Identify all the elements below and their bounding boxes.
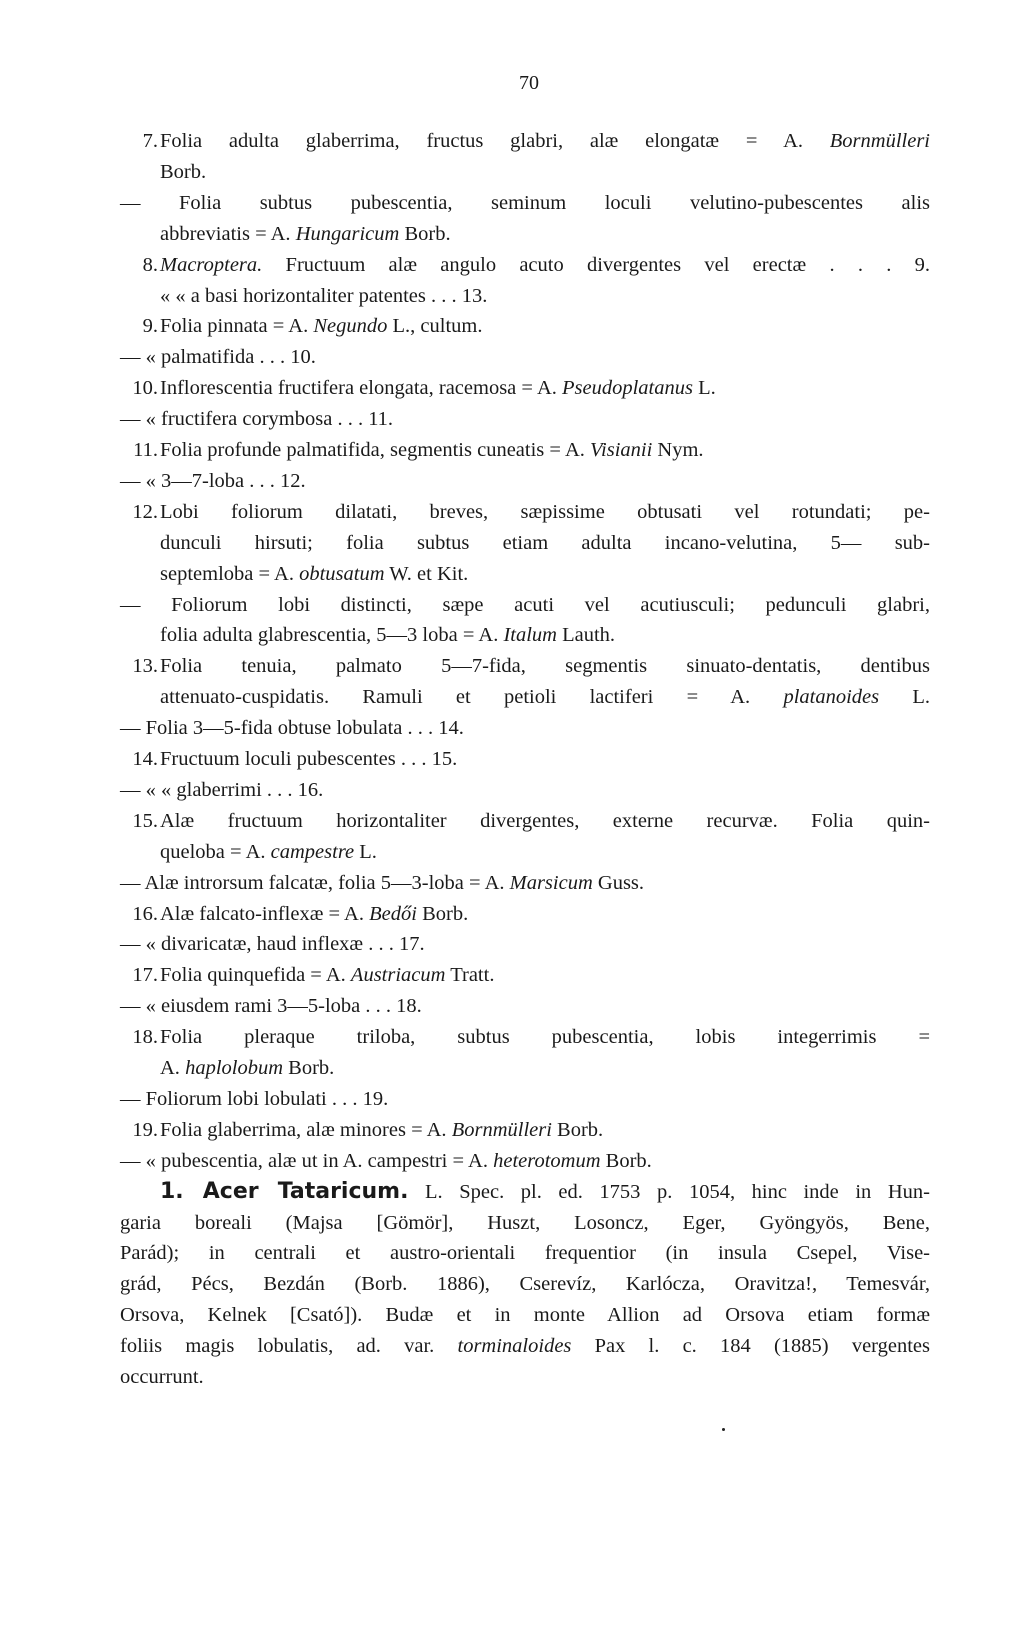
text-run: garia boreali (Majsa [Gömör], Huszt, Losoncz, Eger, Gyöngyös, Bene, — [120, 1211, 930, 1234]
entry-text — [160, 311, 482, 341]
text-run: L. — [354, 840, 377, 863]
entry-text — [120, 775, 323, 805]
text-run: Folia profunde palmatifida, segmentis cuneatis = A. — [160, 439, 591, 461]
text-run: — « fructifera corymbosa . . . 11. — [120, 408, 394, 431]
stray-dot-mark — [722, 1428, 725, 1431]
text-line — [0, 1331, 1024, 1361]
entry-text — [160, 899, 468, 929]
entry-text — [160, 620, 615, 650]
text-run: dunculi hirsuti; folia subtus etiam adulta incano-velutina, 5— sub- — [160, 531, 930, 554]
text-line — [0, 991, 1024, 1021]
text-run: Borb. — [399, 222, 451, 245]
entry-text — [160, 744, 457, 774]
entry-text — [160, 219, 451, 249]
text-run: Lobi foliorum dilatati, breves, sæpissime obtusati vel rotundati; pe- — [160, 500, 930, 523]
entry-text — [120, 1300, 930, 1330]
text-line — [0, 868, 1024, 898]
entry-number: 15. — [132, 809, 158, 832]
text-run: Fructuum loculi pubescentes . . . 15. — [160, 748, 458, 770]
entry-text — [160, 1022, 930, 1052]
entry-text — [160, 435, 704, 465]
entry-text — [160, 559, 468, 589]
entry-text — [160, 1115, 603, 1145]
entry-text — [120, 1084, 388, 1114]
text-line — [0, 157, 1024, 187]
text-line — [0, 1022, 1024, 1052]
text-line — [0, 342, 1024, 372]
entry-text — [160, 497, 930, 527]
text-line — [0, 1115, 1024, 1145]
text-run: torminaloides — [457, 1335, 572, 1358]
text-run: Borb. — [160, 160, 207, 183]
page-number: 70 — [519, 72, 539, 94]
text-run: grád, Pécs, Bezdán (Borb. 1886), Cserevíz, Karlócza, Oravitza!, Temesvár, — [120, 1273, 930, 1296]
text-line — [0, 1053, 1024, 1083]
entry-text — [160, 960, 494, 990]
text-run: Marsicum — [509, 871, 593, 894]
entry-number: 8. — [142, 253, 158, 276]
entry-number: 11. — [133, 439, 158, 461]
text-line — [0, 1300, 1024, 1330]
entry-text — [160, 528, 930, 558]
text-line — [0, 1362, 1024, 1392]
text-run: septemloba = A. — [160, 562, 300, 585]
text-run: Folia glaberrima, alæ minores = A. — [160, 1118, 452, 1141]
entry-text — [160, 157, 206, 187]
entry-number: 12. — [132, 500, 158, 523]
entry-text — [160, 126, 930, 156]
entry-number: 7. — [142, 130, 158, 152]
text-run: W. et Kit. — [384, 562, 469, 585]
text-run: Guss. — [592, 871, 645, 894]
text-run: Folia pleraque triloba, subtus pubescentia, lobis integerrimis = — [160, 1026, 930, 1049]
entry-number: 17. — [132, 964, 158, 987]
entry-text — [120, 991, 422, 1021]
text-run: campestre — [270, 840, 355, 863]
text-run: obtusatum — [299, 562, 385, 585]
text-run: attenuato-cuspidatis. Ramuli et petioli lactiferi = A. — [160, 686, 784, 709]
entry-number: 19. — [132, 1118, 158, 1141]
text-run: Macroptera. — [160, 253, 263, 276]
text-line — [0, 311, 1024, 341]
entry-text — [160, 837, 377, 867]
text-run: Folia adulta glaberrima, fructus glabri, alæ elongatæ = A. — [160, 130, 830, 152]
text-run: Fructuum alæ angulo acuto divergentes vel erectæ . . . 9. — [262, 253, 930, 276]
text-run: — « « glaberrimi . . . 16. — [120, 778, 324, 801]
text-line — [0, 559, 1024, 589]
text-run: Borb. — [600, 1149, 652, 1172]
text-run: — « palmatifida . . . 10. — [120, 346, 316, 369]
entry-number: 13. — [132, 655, 158, 678]
text-line — [0, 1084, 1024, 1114]
entry-text — [120, 188, 930, 218]
text-run: Italum — [503, 624, 557, 647]
text-line — [0, 651, 1024, 681]
entry-text — [160, 281, 487, 311]
text-run: L., cultum. — [387, 315, 483, 338]
text-run: Folia quinquefida = A. — [160, 964, 351, 987]
text-run: Folia tenuia, palmato 5—7-fida, segmentis sinuato-dentatis, dentibus — [160, 655, 930, 678]
entry-text — [120, 868, 644, 898]
text-line — [0, 466, 1024, 496]
entry-text — [120, 342, 316, 372]
entry-text — [120, 404, 393, 434]
entry-text — [120, 1208, 930, 1238]
entry-text — [120, 1269, 930, 1299]
text-line — [0, 404, 1024, 434]
entry-text — [120, 466, 306, 496]
text-run: foliis magis lobulatis, ad. var. — [120, 1335, 458, 1358]
text-run: Lauth. — [556, 624, 616, 647]
text-run: Pseudoplatanus — [562, 377, 693, 400]
text-line — [0, 837, 1024, 867]
text-run: haplolobum — [185, 1057, 284, 1079]
text-line — [0, 250, 1024, 280]
text-line — [0, 373, 1024, 403]
text-run: Tratt. — [445, 964, 495, 987]
entry-text — [160, 1053, 334, 1083]
entry-number: 9. — [142, 315, 158, 338]
text-line — [0, 775, 1024, 805]
text-line — [0, 620, 1024, 650]
text-line — [0, 497, 1024, 527]
text-run: L. — [879, 686, 931, 709]
text-run: — Alæ introrsum falcatæ, folia 5—3-loba = A. — [120, 871, 510, 894]
text-run: — Foliorum lobi lobulati . . . 19. — [120, 1087, 389, 1110]
text-run: Hungaricum — [295, 222, 400, 245]
text-run: Borb. — [416, 902, 469, 925]
text-run: Bedői — [369, 902, 417, 925]
text-run: — Foliorum lobi distincti, sæpe acuti vel acutiusculi; pedunculi glabri, — [120, 593, 930, 616]
entry-text — [120, 713, 464, 743]
text-line — [0, 713, 1024, 743]
text-line — [0, 1238, 1024, 1268]
text-line — [0, 929, 1024, 959]
text-line — [0, 126, 1024, 156]
entry-text — [160, 806, 930, 836]
entry-number: 18. — [132, 1026, 158, 1049]
text-run: L. Spec. pl. ed. 1753 p. 1054, hinc inde in Hun- — [408, 1180, 930, 1203]
text-run: L. — [692, 377, 716, 400]
text-line — [0, 1177, 1024, 1207]
text-run: « « a basi horizontaliter patentes . . . 13. — [160, 284, 488, 307]
text-run: queloba = A. — [160, 840, 271, 863]
text-run: — « divaricatæ, haud inflexæ . . . 17. — [120, 933, 425, 956]
text-line — [0, 806, 1024, 836]
text-line — [0, 682, 1024, 712]
entry-number: 16. — [132, 902, 158, 925]
text-run: folia adulta glabrescentia, 5—3 loba = A. — [160, 624, 504, 647]
entry-text — [120, 1362, 204, 1392]
text-run: platanoides — [783, 686, 880, 709]
text-line — [0, 219, 1024, 249]
text-line — [0, 590, 1024, 620]
text-run: Visianii — [590, 439, 653, 461]
text-run: Orsova, Kelnek [Csató]). Budæ et in monte Allion ad Orsova etiam formæ — [120, 1304, 930, 1327]
text-run: Austriacum — [350, 964, 446, 987]
text-run: Bornmülleri — [829, 130, 930, 152]
text-run: Negundo — [313, 315, 388, 338]
text-run: Inflorescentia fructifera elongata, racemosa = A. — [160, 377, 563, 400]
text-run: — Folia 3—5-fida obtuse lobulata . . . 14. — [120, 717, 464, 740]
text-line — [0, 435, 1024, 465]
text-line — [0, 188, 1024, 218]
entry-text — [160, 651, 930, 681]
text-run: — « eiusdem rami 3—5-loba . . . 18. — [120, 995, 422, 1018]
text-line — [0, 1269, 1024, 1299]
text-run: 1. Acer Tataricum. — [160, 1178, 409, 1204]
text-run: Borb. — [551, 1118, 604, 1141]
entry-text — [120, 1331, 930, 1361]
text-run: Bornmülleri — [451, 1118, 552, 1141]
text-run: — « pubescentia, alæ ut in A. campestri = A. — [120, 1149, 494, 1172]
text-run: Folia pinnata = A. — [160, 315, 314, 338]
text-line — [0, 960, 1024, 990]
entry-number: 10. — [132, 377, 158, 400]
text-line — [0, 1208, 1024, 1238]
entry-text — [160, 250, 930, 280]
entry-text — [160, 373, 716, 403]
entry-text — [120, 1146, 652, 1176]
text-line — [0, 281, 1024, 311]
text-run: occurrunt. — [120, 1366, 204, 1388]
text-line — [0, 744, 1024, 774]
text-line — [0, 1146, 1024, 1176]
text-run: A. — [160, 1057, 186, 1079]
text-run: Parád); in centrali et austro-orientali frequentior (in insula Csepel, Vise- — [120, 1242, 930, 1265]
text-line — [0, 899, 1024, 929]
text-run: Alæ fructuum horizontaliter divergentes, externe recurvæ. Folia quin- — [160, 809, 930, 832]
entry-text — [120, 1238, 930, 1268]
text-run: Alæ falcato-inflexæ = A. — [160, 902, 370, 925]
text-run: Pax l. c. 184 (1885) vergentes — [571, 1335, 930, 1358]
text-line — [0, 528, 1024, 558]
text-run: Nym. — [652, 439, 704, 461]
entry-text — [160, 1177, 930, 1207]
text-run: heterotomum — [493, 1149, 601, 1172]
entry-text — [160, 682, 930, 712]
entry-text — [120, 590, 930, 620]
text-run: Borb. — [283, 1057, 335, 1079]
text-run: — « 3—7-loba . . . 12. — [120, 469, 306, 492]
text-run: abbreviatis = A. — [160, 222, 296, 245]
entry-text — [120, 929, 425, 959]
entry-number: 14. — [132, 748, 158, 770]
text-run: — Folia subtus pubescentia, seminum loculi velutino-pubescentes alis — [120, 191, 930, 214]
